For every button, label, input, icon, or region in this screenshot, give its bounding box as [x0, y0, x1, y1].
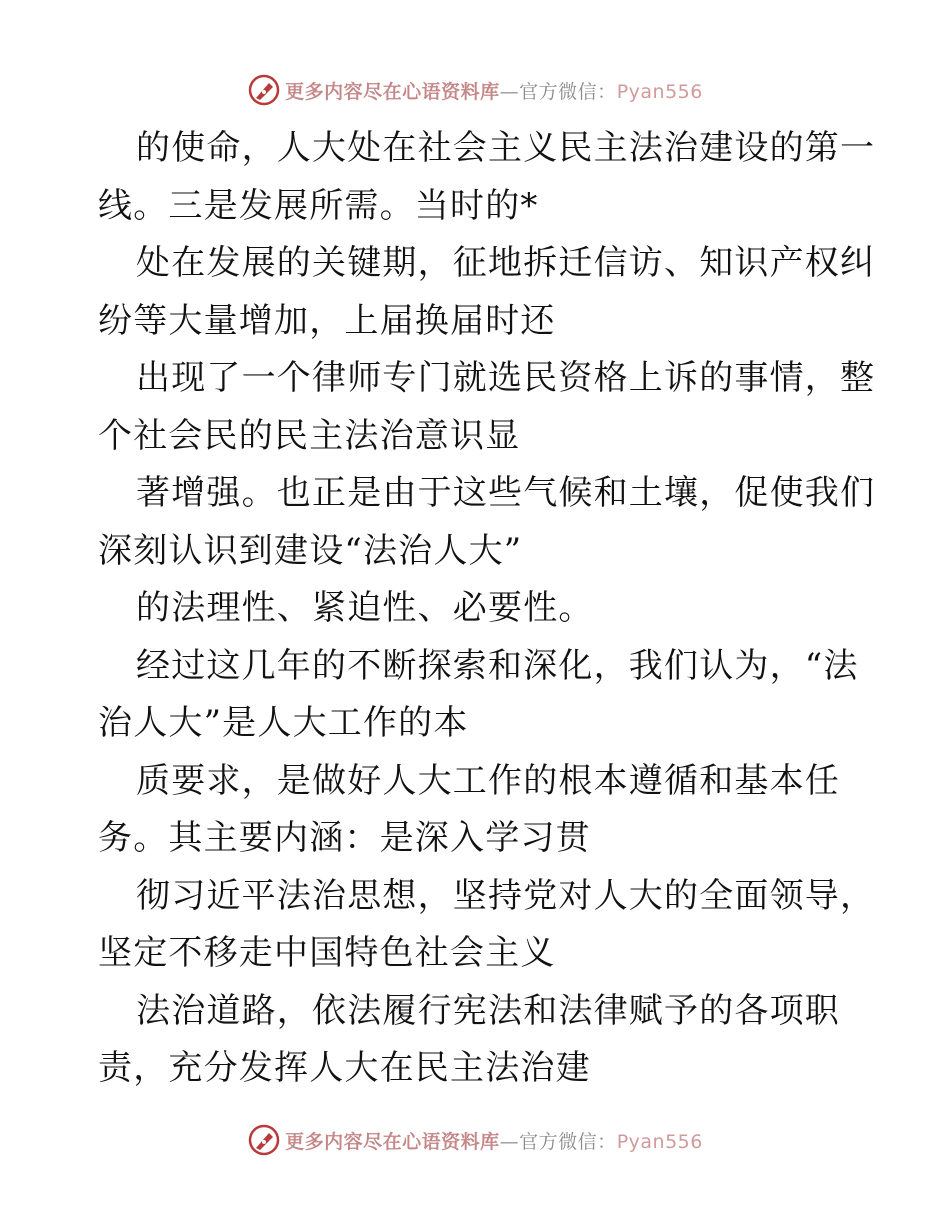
pen-nib-logo-icon	[247, 1123, 281, 1157]
text-line: 线。三是发展所需。当时的*	[98, 185, 539, 226]
header-watermark-banner	[0, 72, 950, 108]
banner-wechat-id: Pyan556	[616, 1130, 703, 1153]
banner-separator: —	[499, 80, 520, 103]
text-line: 的使命，人大处在社会主义民主法治建设的第一	[136, 128, 876, 168]
text-line: 出现了一个律师专门就选民资格上诉的事情，整	[136, 358, 876, 398]
banner-text	[285, 1127, 703, 1154]
document-body	[98, 120, 876, 1098]
banner-main-text: 更多内容尽在心语资料库	[285, 80, 500, 103]
text-line: 责，充分发挥人大在民主法治建	[98, 1048, 591, 1088]
text-line: 务。其主要内涵：是深入学习贯	[98, 818, 591, 858]
banner-official-text: 官方微信：	[519, 1130, 617, 1153]
banner-separator: —	[499, 1130, 520, 1153]
text-line: 经过这几年的不断探索和深化，我们认为，“法	[136, 645, 859, 686]
text-line: 治人大”是人大工作的本	[98, 703, 469, 743]
text-line: 法治道路，依法履行宪法和法律赋予的各项职	[136, 990, 840, 1031]
text-line: 坚定不移走中国特色社会主义	[98, 933, 556, 973]
banner-official-text: 官方微信：	[519, 80, 617, 103]
text-line: 处在发展的关键期，征地拆迁信访、知识产权纠	[136, 243, 876, 283]
text-line: 深刻认识到建设“法治人大”	[98, 530, 523, 571]
text-line: 的法理性、紧迫性、必要性。	[136, 588, 594, 628]
text-line: 著增强。也正是由于这些气候和土壤，促使我们	[136, 473, 876, 513]
banner-wechat-id: Pyan556	[616, 80, 703, 103]
text-line: 质要求，是做好人大工作的根本遵循和基本任	[136, 760, 840, 801]
banner-text	[285, 77, 703, 104]
banner-main-text: 更多内容尽在心语资料库	[285, 1130, 500, 1153]
text-line: 彻习近平法治思想，坚持党对人大的全面领导，	[136, 875, 876, 916]
text-line: 个社会民的民主法治意识显	[98, 415, 521, 456]
text-line: 纷等大量增加，上届换届时还	[98, 300, 556, 341]
footer-watermark-banner	[0, 1122, 950, 1158]
pen-nib-logo-icon	[247, 73, 281, 107]
